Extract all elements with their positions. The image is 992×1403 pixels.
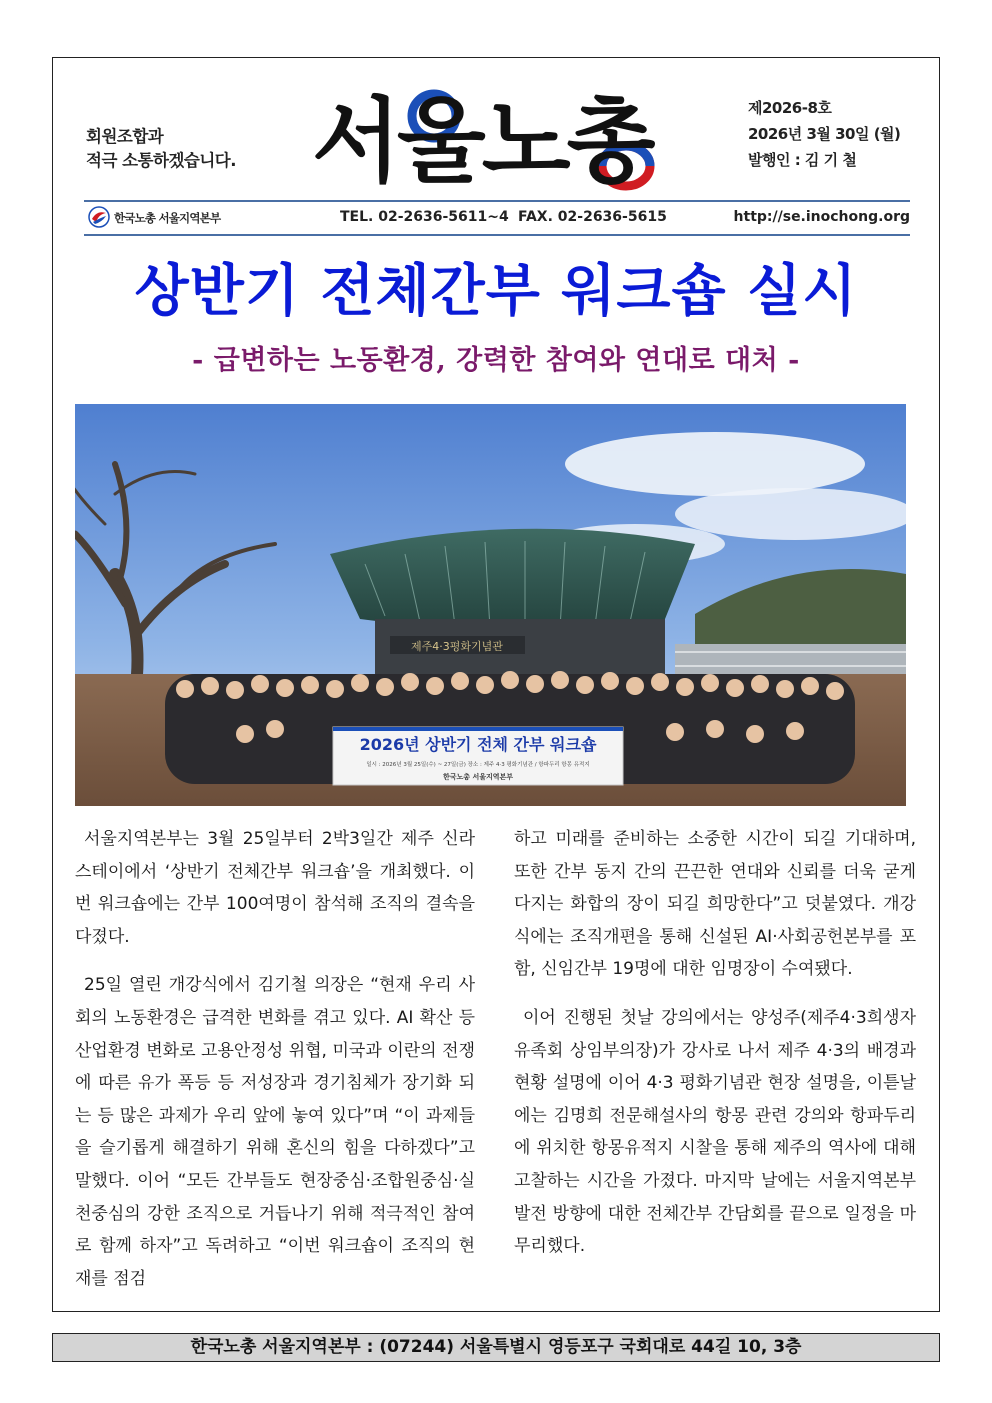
- info-bar-bottom-rule: [84, 234, 910, 236]
- footer-address: 한국노총 서울지역본부 : (07244) 서울특별시 영등포구 국회대로 44길 10, 3층: [52, 1333, 940, 1362]
- info-bar-top-rule: [84, 200, 910, 202]
- banner-org: 한국노총 서울지역본부: [442, 773, 514, 781]
- slogan-line-1: 회원조합과: [86, 127, 164, 146]
- issue-number: 제2026-8호: [748, 99, 832, 117]
- telephone: TEL. 02-2636-5611~4: [340, 209, 509, 225]
- banner-title: 2026년 상반기 전체 간부 워크숍: [359, 735, 597, 754]
- org-logo-icon: [88, 206, 110, 228]
- publisher: 발행인 : 김 기 철: [748, 151, 857, 169]
- banner-detail: 일시 : 2026년 3월 25일(수) ~ 27일(금) 장소 : 제주 4·3 평화기념관 / 항파두리 항몽 유적지: [366, 762, 590, 768]
- group-photo-illustration: [75, 404, 906, 806]
- slogan-line-2: 적극 소통하겠습니다.: [86, 151, 236, 170]
- article-paragraph: 이어 진행된 첫날 강의에서는 양성주(제주4·3희생자유족회 상임부의장)가 강사로 나서 제주 4·3의 배경과 현황 설명에 이어 4·3 평화기념관 현장 설명을, 이튿날에는 김명희 전문해설사의 항몽 관련 강의와 항파두리에 위치한 항몽유적지 시찰을 통해 제주의 역사에 대해 고찰하는 시간을 가졌다. 마지막 날에는 서울지역본부 발전 방향에 대한 전체간부 간담회를 끝으로 일정을 마무리했다.: [514, 1007, 916, 1257]
- article-column-left: [75, 823, 475, 1295]
- headline: 상반기 전체간부 워크숍 실시: [134, 259, 858, 324]
- info-bar: [84, 198, 910, 238]
- subheadline: - 급변하는 노동환경, 강력한 참여와 연대로 대처 -: [192, 345, 800, 376]
- masthead: [312, 86, 672, 198]
- fax: FAX. 02-2636-5615: [518, 209, 667, 225]
- masthead-title: 서울노총: [312, 88, 652, 195]
- article-column-right: [514, 823, 916, 1263]
- article-paragraph: 하고 미래를 준비하는 소중한 시간이 되길 기대하며, 또한 간부 동지 간의 끈끈한 연대와 신뢰를 더욱 굳게 다지는 화합의 장이 되길 희망한다”고 덧붙였다. 개강식에는 조직개편을 통해 신설된 AI·사회공헌본부를 포함, 신임간부 19명에 대한 임명장이 수여됐다.: [514, 829, 916, 980]
- building-sign: 제주4·3평화기념관: [411, 640, 503, 653]
- article-paragraph: 서울지역본부는 3월 25일부터 2박3일간 제주 신라스테이에서 ‘상반기 전체간부 워크숍’을 개최했다. 이번 워크숍에는 간부 100여명이 참석해 조직의 결속을 다졌다.: [75, 829, 475, 947]
- article-paragraph: 25일 열린 개강식에서 김기철 의장은 “현재 우리 사회의 노동환경은 급격한 변화를 겪고 있다. AI 확산 등 산업환경 변화로 고용안정성 위협, 미국과 이란의 전쟁에 따른 유가 폭등 등 저성장과 경기침체가 장기화 되는 등 많은 과제가 우리 앞에 놓여 있다”며 “이 과제들을 슬기롭게 해결하기 위해 혼신의 힘을 다하겠다”고 말했다. 이어 “모든 간부들도 현장중심·조합원중심·실천중심의 강한 조직으로 거듭나기 위해 적극적인 참여로 함께 하자”고 독려하고 “이번 워크숍이 조직의 현재를 점검: [75, 975, 475, 1289]
- group-photo: [75, 404, 906, 806]
- website-link[interactable]: http://se.inochong.org: [733, 209, 910, 225]
- org-name: 한국노총 서울지역본부: [114, 211, 221, 225]
- issue-info: [748, 95, 900, 173]
- issue-date: 2026년 3월 30일 (월): [748, 125, 901, 143]
- slogan: [86, 125, 236, 173]
